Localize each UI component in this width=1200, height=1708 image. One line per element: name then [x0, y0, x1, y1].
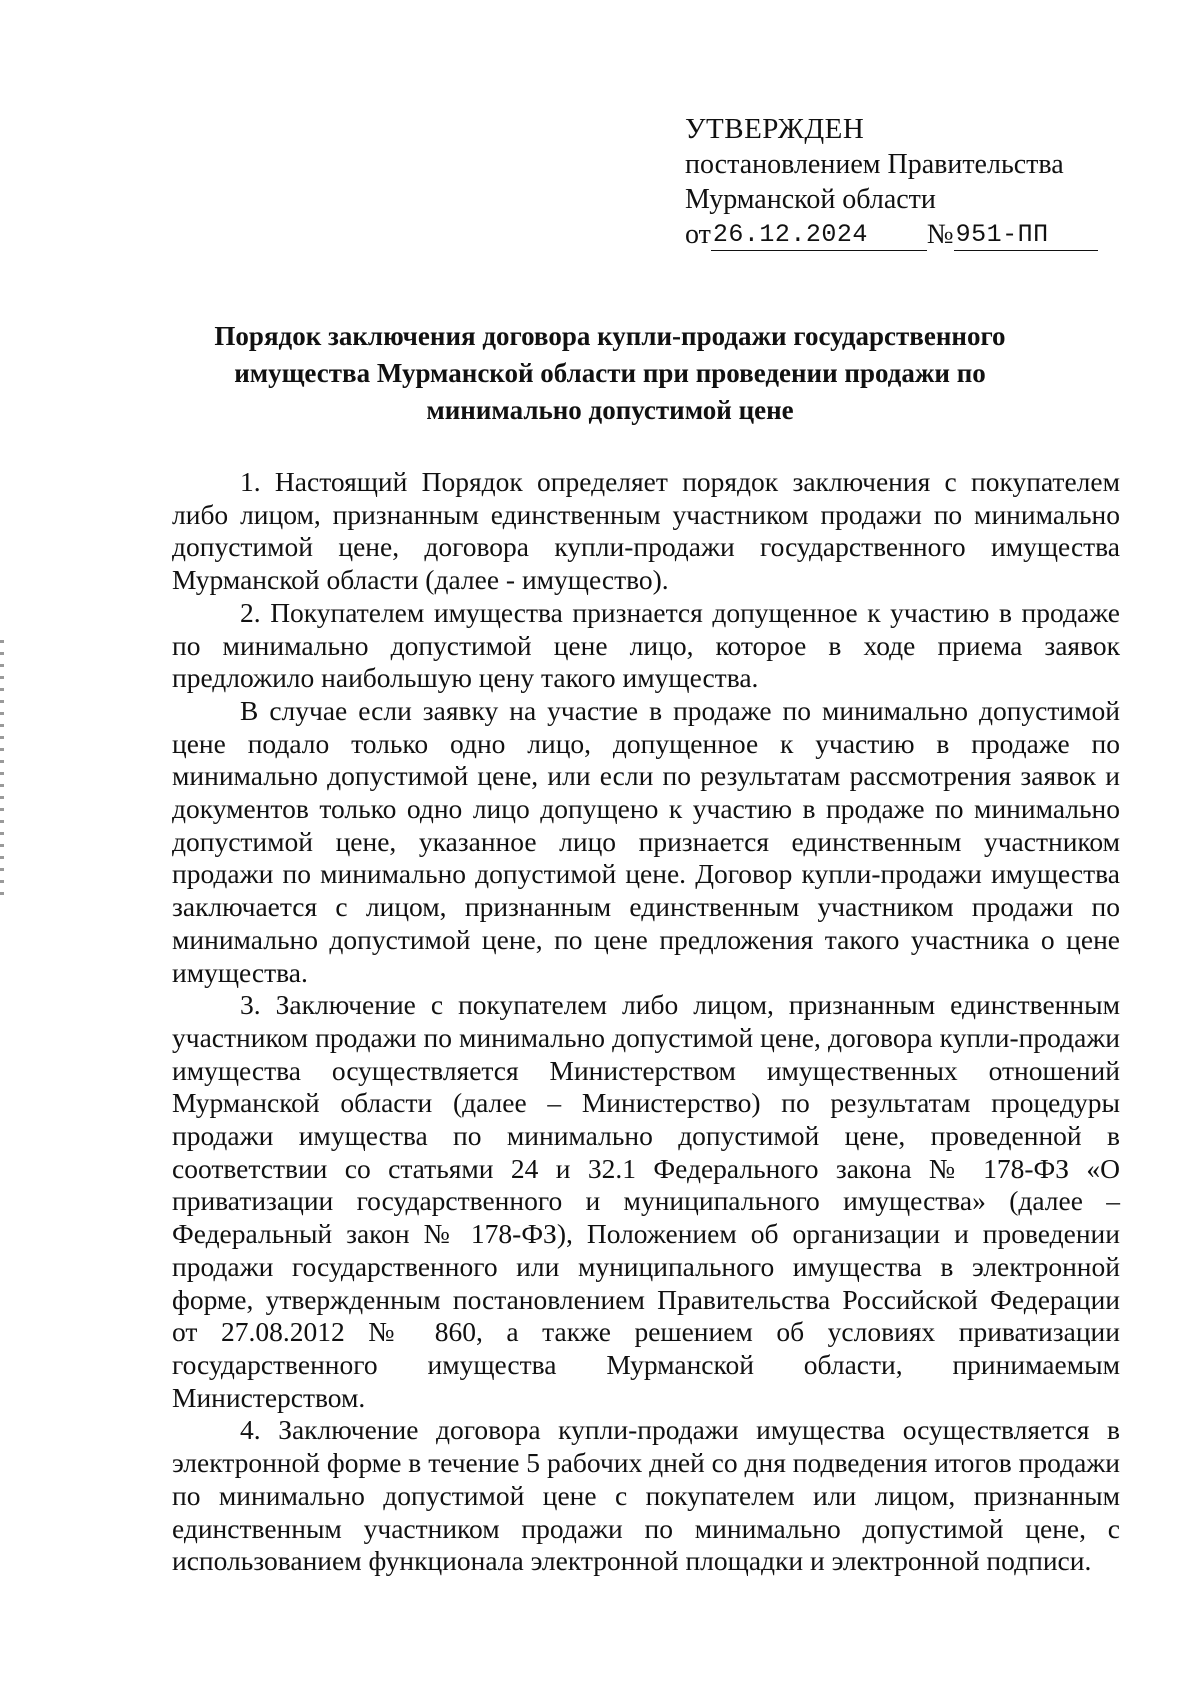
approval-date-line: [685, 217, 1125, 252]
paragraph-2: 2. Покупателем имущества признается допущенное к участию в продаже по минимально допустимой цене лицо, которое в ходе приема заявок предложило наибольшую цену такого имущества.: [172, 596, 1120, 694]
document-body: [172, 466, 1120, 1578]
approval-date: 26.12.2024: [711, 217, 927, 251]
approval-number: 951-ПП: [954, 217, 1098, 251]
approval-heading: УТВЕРЖДЕН: [685, 113, 865, 145]
paragraph-1: 1. Настоящий Порядок определяет порядок заключения с покупателем либо лицом, признанным единственным участником продажи по минимально допустимой цене, договора купли-продажи государственного имущества Мурманской области (далее - имущество).: [172, 466, 1120, 596]
paragraph-4: 4. Заключение договора купли-продажи имущества осуществляется в электронной форме в течение 5 рабочих дней со дня подведения итогов продажи по минимально допустимой цене с покупателем или лицом, признанным единственным участником продажи по минимально допустимой цене, с использованием функционала электронной площадки и электронной подписи.: [172, 1414, 1120, 1577]
paragraph-2-continued: В случае если заявку на участие в продаже по минимально допустимой цене подало только одно лицо, допущенное к участию в продаже по минимально допустимой цене, или если по результатам рассмотрения заявок и документов только одно лицо допущено к участию в продаже по минимально допустимой цене, указанное лицо признается единственным участником продажи по минимально допустимой цене. Договор купли-продажи имущества заключается с лицом, признанным единственным участником продажи по минимально допустимой цене, по цене предложения такого участника о цене имущества.: [172, 694, 1120, 988]
document-title: Порядок заключения договора купли-продажи государственного имущества Мурманской области при проведении продажи по минимально допустимой цене: [214, 321, 1006, 425]
scan-edge-marks: [0, 640, 4, 900]
paragraph-3: 3. Заключение с покупателем либо лицом, признанным единственным участником продажи по минимально допустимой цене, договора купли-продажи имущества осуществляется Министерством имущественных отношений Мурманской области (далее – Министерство) по результатам процедуры продажи имущества по минимально допустимой цене, проведенной в соответствии со статьями 24 и 32.1 Федерального закона № 178-ФЗ «О приватизации государственного и муниципального имущества» (далее – Федеральный закон № 178-ФЗ), Положением об организации и проведении продажи государственного или муниципального имущества в электронной форме, утвержденным постановлением Правительства Российской Федерации от 27.08.2012 № 860, а также решением об условиях приватизации государственного имущества Мурманской области, принимаемым Министерством.: [172, 989, 1120, 1413]
number-prefix: №: [926, 219, 954, 250]
approval-stamp: [685, 112, 1125, 252]
date-prefix: от: [685, 219, 711, 250]
approval-authority: постановлением Правительства: [685, 149, 1064, 180]
approval-region: Мурманской области: [685, 184, 936, 215]
